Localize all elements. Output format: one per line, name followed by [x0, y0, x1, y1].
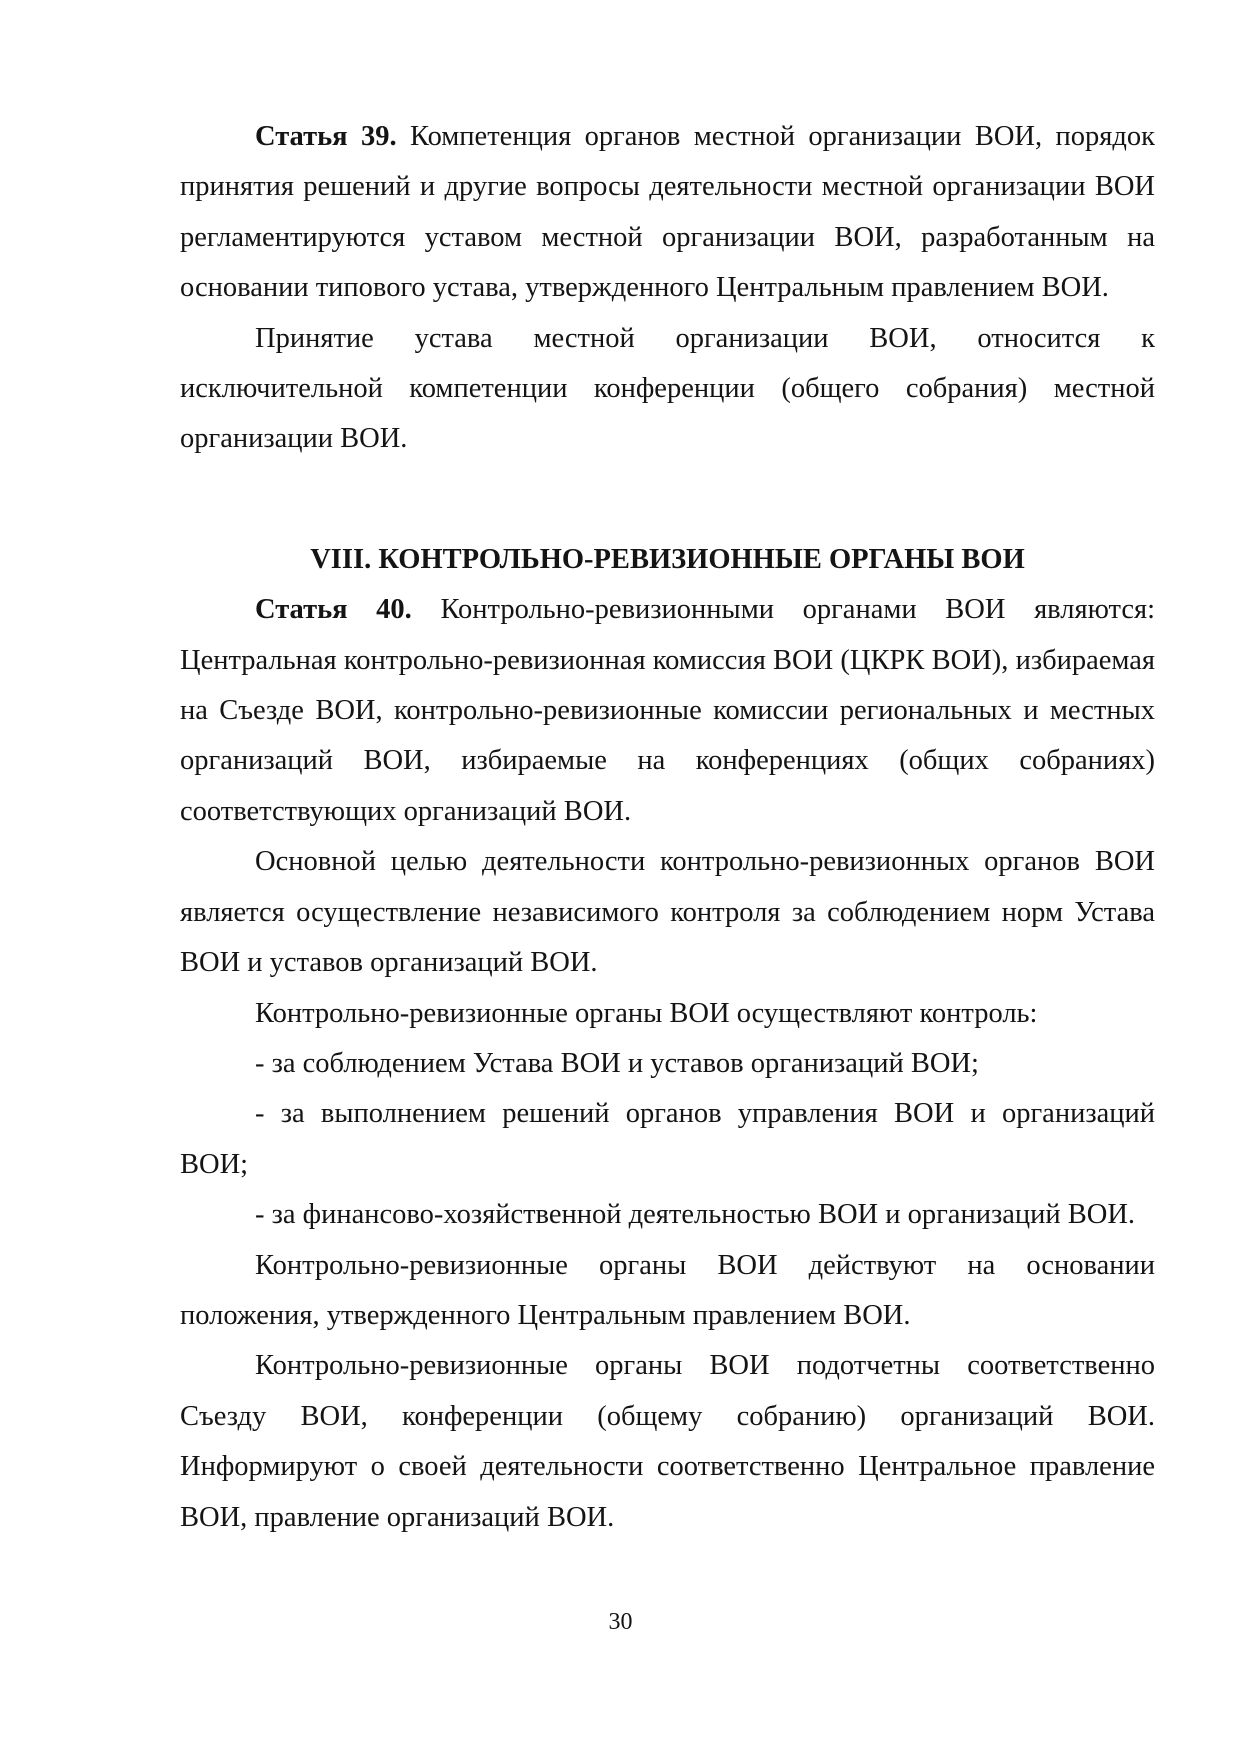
article-40-list-item: - за соблюдением Устава ВОИ и уставов организаций ВОИ;	[255, 1047, 979, 1079]
section-spacer	[180, 465, 1155, 535]
article-40-paragraph-goal: Основной целью деятельности контрольно-ревизионных органов ВОИ является осуществление независимого контроля за соблюдением норм Устава ВОИ и уставов организаций ВОИ.	[180, 846, 1155, 979]
article-40-paragraph	[180, 585, 1155, 837]
document-page	[180, 112, 1155, 1543]
section-heading: VIII. КОНТРОЛЬНО-РЕВИЗИОННЫЕ ОРГАНЫ ВОИ	[310, 543, 1025, 575]
article-40-label: Статья 40.	[255, 594, 412, 626]
article-40-paragraph-regulation: Контрольно-ревизионные органы ВОИ действуют на основании положения, утвержденного Центральным правлением ВОИ.	[180, 1249, 1155, 1331]
article-40-list-item: - за выполнением решений органов управления ВОИ и организаций ВОИ;	[180, 1098, 1155, 1180]
article-39-paragraph	[180, 112, 1155, 314]
article-39-label: Статья 39.	[255, 121, 397, 152]
article-40-paragraph-control-intro: Контрольно-ревизионные органы ВОИ осуществляют контроль:	[255, 997, 1038, 1029]
page-number: 30	[608, 1609, 633, 1635]
article-39-paragraph-2: Принятие устава местной организации ВОИ, относится к исключительной компетенции конференции (общего собрания) местной организации ВОИ.	[180, 322, 1155, 455]
article-40-list-item: - за финансово-хозяйственной деятельностью ВОИ и организаций ВОИ.	[255, 1199, 1136, 1231]
article-40-text: Контрольно-ревизионными органами ВОИ являются: Центральная контрольно-ревизионная комиссия ВОИ (ЦКРК ВОИ), избираемая на Съезде ВОИ, контрольно-ревизионные комиссии региональных и местных организаций ВОИ, избираемые на конференциях (общих собраниях) соответствующих организаций ВОИ.	[180, 594, 1155, 827]
article-40-paragraph-accountability: Контрольно-ревизионные органы ВОИ подотчетны соответственно Съезду ВОИ, конференции (общему собранию) организаций ВОИ. Информируют о своей деятельности соответственно Центральное правление ВОИ, правление организаций ВОИ.	[180, 1350, 1155, 1533]
article-39-text: Компетенция органов местной организации ВОИ, порядок принятия решений и другие вопросы деятельности местной организации ВОИ регламентируются уставом местной организации ВОИ, разработанным на основании типового устава, утвержденного Центральным правлением ВОИ.	[180, 121, 1155, 304]
